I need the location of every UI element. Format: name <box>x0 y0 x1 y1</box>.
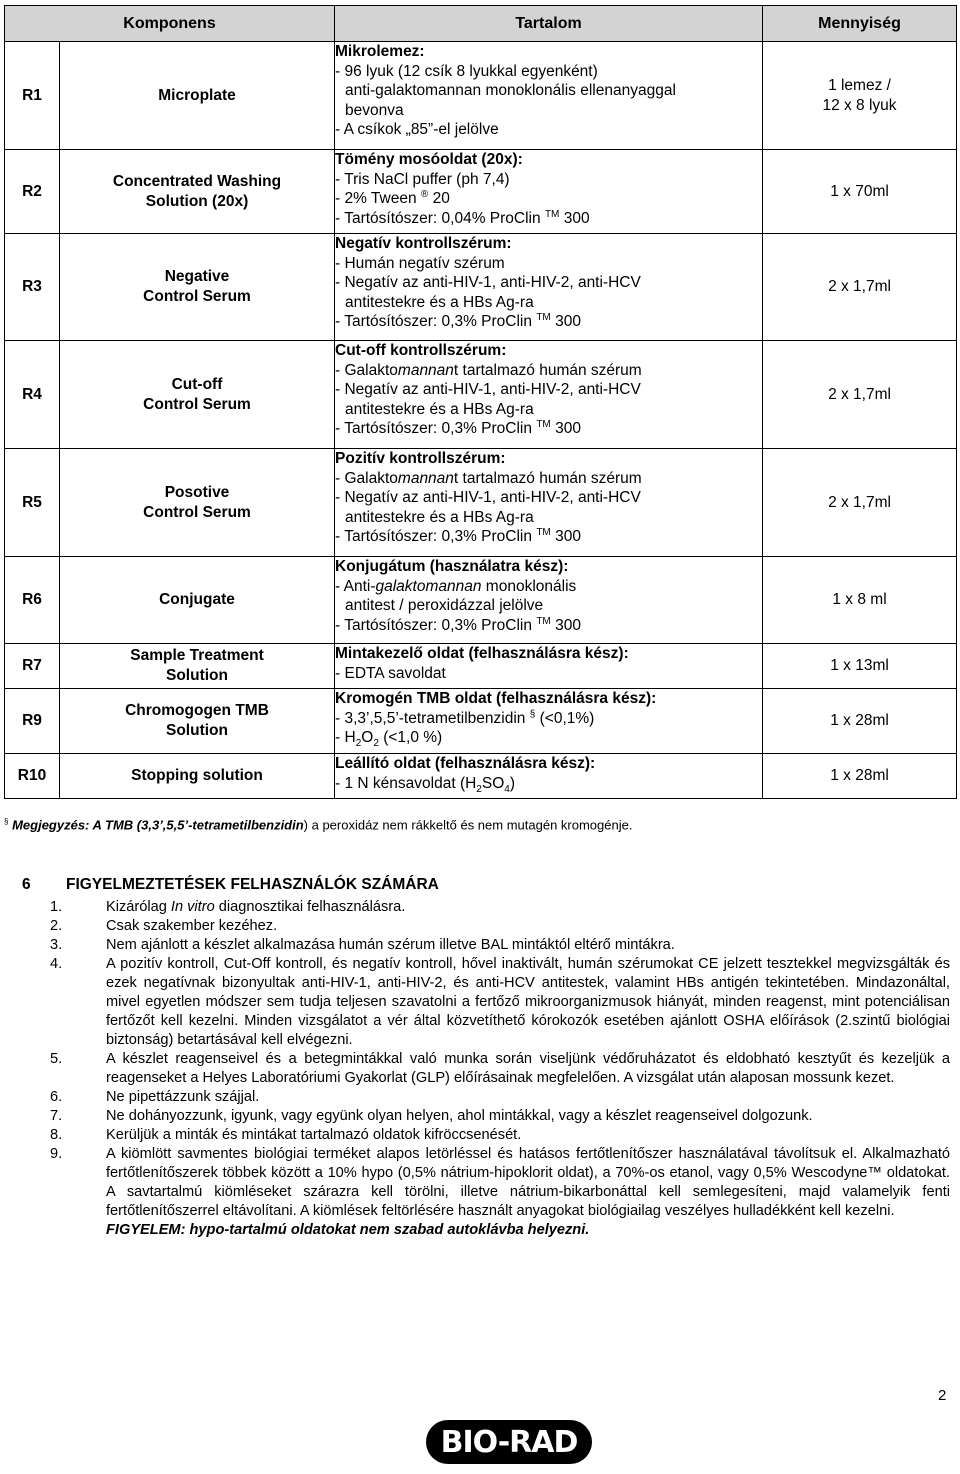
table-row <box>5 449 957 557</box>
row-quantity: 1 x 70ml <box>763 150 957 234</box>
section-title: 6 FIGYELMEZTETÉSEK FELHASZNÁLÓK SZÁMÁRA <box>22 876 439 893</box>
row-component: Microplate <box>60 42 335 150</box>
table-row <box>5 689 957 754</box>
row-content: Pozitív kontrollszérum: - Galaktomannant tartalmazó humán szérum - Negatív az anti-HIV-1, anti-HIV-2, anti-HCV antitestekre és a HBs Ag-ra - Tartósítószer: 0,3% ProClin ™ 300 <box>335 449 763 557</box>
row-quantity: 1 x 28ml <box>763 689 957 754</box>
table-row <box>5 42 957 150</box>
components-table <box>4 5 957 799</box>
list-item: 6. Ne pipettázzunk szájjal. <box>50 1089 260 1105</box>
header-component: Komponens <box>5 6 335 42</box>
row-quantity: 1 lemez / 12 x 8 lyuk <box>763 42 957 150</box>
row-code: R10 <box>5 754 60 799</box>
list-item: 2. Csak szakember kezéhez. <box>50 918 278 934</box>
list-item: 8. Kerüljük a minták és mintákat tartalmazó oldatok kifröccsenését. <box>50 1127 522 1143</box>
list-item: 4. A pozitív kontroll, Cut-Off kontroll, és negatív kontroll, hővel inaktivált, humán szérumokat CE jelzett tesztekkel megvizsgálták és ezek negatívnak bizonyultak anti-HIV-1, anti-HIV-2, és anti-HCV antitestek, valamint HBs antigén tekintetében. Mindazonáltal, mivel egyetlen módszer sem tudja teljesen szavatolni a fertőző mikroorganizmusok hiányát, minden reagenst, mint potenciálisan fertőzőt kell kezelni. Minden vizsgálatot a vér által közvetíthető kórokozók esetében ajánlott OSHA előírások (2.szintű biológiai biztonság) betartásával kell elvégezni. <box>50 956 950 1048</box>
row-component: Negative Control Serum <box>60 234 335 341</box>
row-content: Negatív kontrollszérum: - Humán negatív szérum - Negatív az anti-HIV-1, anti-HIV-2, anti-HCV antitestekre és a HBs Ag-ra - Tartósítószer: 0,3% ProClin ™ 300 <box>335 234 763 341</box>
row-component: Concentrated Washing Solution (20x) <box>60 150 335 234</box>
row-component: Cut-off Control Serum <box>60 341 335 449</box>
list-item: 5. A készlet reagenseivel és a betegmintákkal való munka során viseljünk védőruházatot és eldobható kesztyűt és kezeljük a reagenseket a Helyes Laboratóriumi Gyakorlat (GLP) előírásainak megfelelően. A vizsgálat után alaposan mossunk kezet. <box>50 1051 950 1086</box>
table-row <box>5 557 957 644</box>
row-quantity: 2 x 1,7ml <box>763 449 957 557</box>
warnings-list <box>50 898 950 1240</box>
header-content: Tartalom <box>335 6 763 42</box>
row-quantity: 2 x 1,7ml <box>763 341 957 449</box>
row-quantity: 1 x 28ml <box>763 754 957 799</box>
row-code: R9 <box>5 689 60 754</box>
row-content: Leállító oldat (felhasználásra kész): - 1 N kénsavoldat $(H_2SO_4)$ <box>335 754 763 799</box>
row-content: Mikrolemez: - 96 lyuk (12 csík 8 lyukkal egyenként) anti-galaktomannan monoklonális ellenanyaggal bevonva - A csíkok „85”-el jelölve <box>335 42 763 150</box>
header-quantity: Mennyiség <box>763 6 957 42</box>
table-header-row <box>5 6 957 42</box>
list-item: 3. Nem ajánlott a készlet alkalmazása humán szérum illetve BAL mintáktól eltérő mintákra. <box>50 937 675 953</box>
row-code: R2 <box>5 150 60 234</box>
warning-final-note: FIGYELEM: hypo-tartalmú oldatokat nem szabad autoklávba helyezni. <box>106 1222 590 1238</box>
list-item: 1. Kizárólag In vitro diagnosztikai felhasználásra. <box>50 899 406 915</box>
table-row <box>5 341 957 449</box>
row-content: Konjugátum (használatra kész): - Anti-galaktomannan monoklonális antitest / peroxidázzal jelölve - Tartósítószer: 0,3% ProClin ™ 300 <box>335 557 763 644</box>
row-content: Tömény mosóoldat (20x): - Tris NaCl puffer (ph 7,4) - 2% Tween ® 20 - Tartósítószer: 0,04% ProClin ™ 300 <box>335 150 763 234</box>
row-component: Stopping solution <box>60 754 335 799</box>
list-item: 7. Ne dohányozzunk, igyunk, vagy együnk olyan helyen, ahol mintákkal, vagy a készlet reagenseivel dolgozunk. <box>50 1108 813 1124</box>
footnote: § Megjegyzés: A TMB (3,3’,5,5’-tetrametilbenzidin) a peroxidáz nem rákkeltő és nem mutagén kromogénje. <box>4 817 633 833</box>
row-component: Sample Treatment Solution <box>60 644 335 689</box>
row-content: Cut-off kontrollszérum: - Galaktomannant tartalmazó humán szérum - Negatív az anti-HIV-1, anti-HIV-2, anti-HCV antitestekre és a HBs Ag-ra - Tartósítószer: 0,3% ProClin ™ 300 <box>335 341 763 449</box>
list-item: 9. A kiömlött savmentes biológiai terméket alapos letörléssel és hatásos fertőtlenítőszer használatával távolítsuk el. Alkalmazható fertőtlenítőszerek többek között a 10% hypo (0,5% nátrium-hipoklorit oldat), a 70%-os etanol, vagy 0,5% Wescodyne™ oldatokat. A savtartalmú kiömléseket szárazra kell törölni, illetve nátrium-bikarbonáttal kell semlegesíteni, majd valamelyik fenti fertőtlenítőszerrel eltávolítani. A kiömlések feltörlésére használt anyagokat biológiailag veszélyes hulladékként kell kezelni. FIGYELEM: hypo-tartalmú oldatokat nem szabad autoklávba helyezni. <box>50 1146 950 1238</box>
row-component: Posotive Control Serum <box>60 449 335 557</box>
row-content: Mintakezelő oldat (felhasználásra kész): - EDTA savoldat <box>335 644 763 689</box>
page-number: 2 <box>938 1387 947 1404</box>
table-row <box>5 234 957 341</box>
row-code: R6 <box>5 557 60 644</box>
row-component: Chromogogen TMB Solution <box>60 689 335 754</box>
row-code: R5 <box>5 449 60 557</box>
row-component: Conjugate <box>60 557 335 644</box>
row-quantity: 1 x 13ml <box>763 644 957 689</box>
row-quantity: 2 x 1,7ml <box>763 234 957 341</box>
bio-rad-logo: BIO-RAD <box>426 1420 592 1464</box>
row-code: R4 <box>5 341 60 449</box>
row-content: Kromogén TMB oldat (felhasználásra kész): - 3,3’,5,5’-tetrametilbenzidin § (<0,1%) - $H_2O_2$ (<1,0 %) <box>335 689 763 754</box>
row-code: R1 <box>5 42 60 150</box>
table-row <box>5 754 957 799</box>
row-code: R7 <box>5 644 60 689</box>
table-row <box>5 644 957 689</box>
row-quantity: 1 x 8 ml <box>763 557 957 644</box>
row-code: R3 <box>5 234 60 341</box>
table-row <box>5 150 957 234</box>
